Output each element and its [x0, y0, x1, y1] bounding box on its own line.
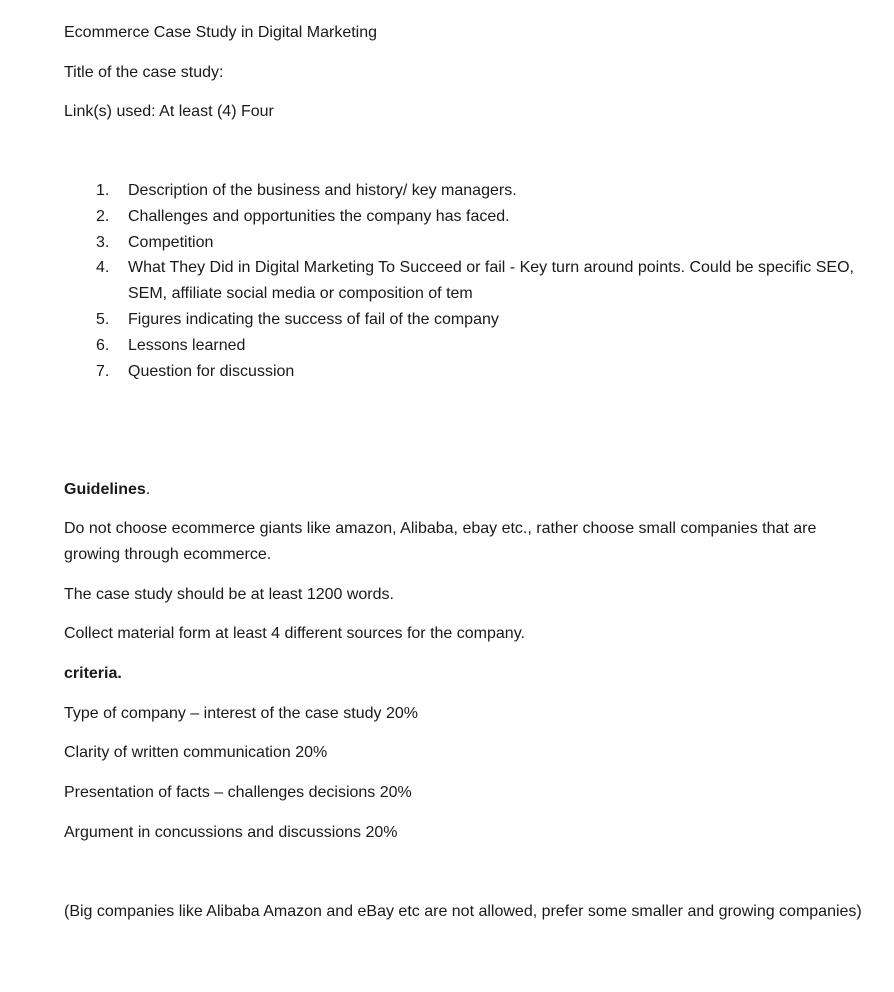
list-item [96, 178, 891, 204]
list-item-text: What They Did in Digital Marketing To Succeed or fail - Key turn around points. Could be specific SEO, SEM, affiliate social media or composition of tem [128, 259, 854, 303]
criteria-item: Clarity of written communication 20% [64, 744, 328, 761]
list-item-number: 6. [96, 336, 110, 354]
case-study-title-label: Title of the case study: [64, 64, 224, 81]
list-item-text: Figures indicating the success of fail of the company [128, 310, 499, 328]
document-title: Ecommerce Case Study in Digital Marketing [64, 24, 378, 41]
list-item-text: Description of the business and history/ key managers. [128, 182, 517, 199]
list-item-number: 4. [96, 259, 110, 277]
list-item [96, 307, 891, 333]
list-item-text: Question for discussion [128, 362, 295, 380]
criteria-item: Argument in concussions and discussions 20% [64, 824, 398, 841]
list-item [96, 333, 891, 359]
list-item-number: 7. [96, 362, 110, 380]
guideline-item: Collect material form at least 4 different sources for the company. [64, 625, 525, 642]
guidelines-heading-suffix: . [145, 481, 151, 498]
criteria-heading: criteria. [64, 665, 122, 682]
criteria-item: Presentation of facts – challenges decisions 20% [64, 784, 412, 801]
list-item-number: 2. [96, 207, 110, 225]
list-item-text: Lessons learned [128, 336, 246, 354]
list-item-number: 5. [96, 310, 110, 328]
list-item-number: 3. [96, 233, 110, 251]
guideline-item: Do not choose ecommerce giants like amazon, Alibaba, ebay etc., rather choose small companies that are growing through ecommerce. [64, 520, 817, 563]
guideline-item: The case study should be at least 1200 words. [64, 586, 394, 603]
sections-list [96, 178, 891, 384]
list-item-text: Challenges and opportunities the company has faced. [128, 207, 510, 225]
list-item-text: Competition [128, 233, 214, 251]
guidelines-heading: Guidelines [64, 481, 146, 498]
criteria-item: Type of company – interest of the case study 20% [64, 705, 418, 722]
list-item-number: 1. [96, 182, 110, 199]
closing-note: (Big companies like Alibaba Amazon and eBay etc are not allowed, prefer some smaller and growing companies) [64, 903, 862, 920]
list-item [96, 255, 891, 307]
links-label: Link(s) used: At least (4) Four [64, 103, 274, 120]
guidelines-heading-line [64, 477, 150, 503]
list-item [96, 359, 891, 385]
list-item [96, 204, 891, 230]
list-item [96, 230, 891, 256]
